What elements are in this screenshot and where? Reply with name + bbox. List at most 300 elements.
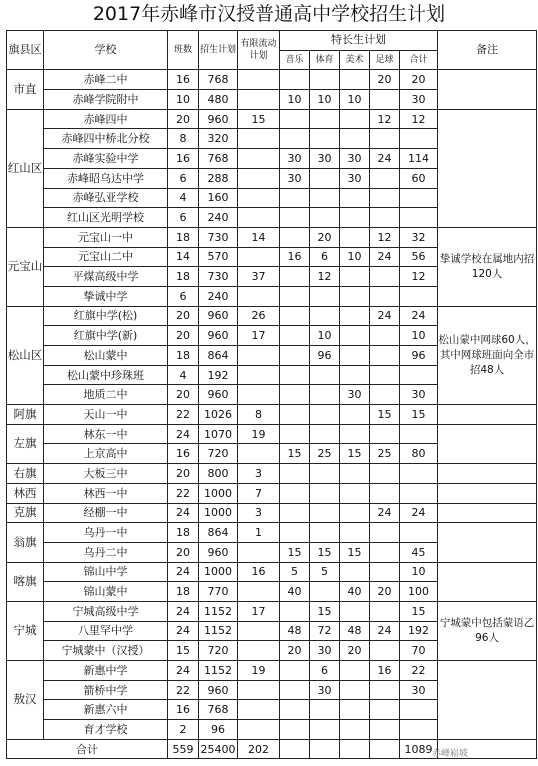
header-special: 特长生计划 [280,31,438,51]
football-cell [370,326,400,346]
art-cell [340,365,370,385]
county-cell: 敖汉 [7,661,44,740]
sports-cell [310,129,340,149]
classes-cell: 16 [168,70,199,90]
music-cell [280,385,310,405]
subtotal-cell: 30 [400,385,438,405]
classes-cell: 18 [168,267,199,287]
football-cell: 25 [370,444,400,464]
classes-cell: 24 [168,621,199,641]
total-enroll: 25400 [199,739,238,759]
art-cell: 30 [340,149,370,169]
note-cell [438,483,537,503]
subtotal-cell: 96 [400,346,438,366]
county-cell: 克旗 [7,503,44,523]
football-cell [370,346,400,366]
flow-cell [238,641,280,661]
flow-cell: 3 [238,464,280,484]
sports-cell [310,700,340,720]
football-cell [370,720,400,740]
sports-cell [310,306,340,326]
classes-cell: 18 [168,346,199,366]
school-cell: 赤峰昭乌达中学 [44,168,168,188]
art-cell [340,129,370,149]
music-cell [280,405,310,425]
music-cell [280,523,310,543]
total-sports [310,739,340,759]
enroll-cell: 770 [199,582,238,602]
total-subtotal: 1089 [400,739,438,759]
enroll-cell: 288 [199,168,238,188]
football-cell: 20 [370,70,400,90]
music-cell [280,483,310,503]
classes-cell: 24 [168,503,199,523]
county-cell: 左旗 [7,424,44,463]
flow-cell: 15 [238,109,280,129]
subtotal-cell: 24 [400,306,438,326]
football-cell [370,601,400,621]
football-cell [370,385,400,405]
header-art: 美术 [340,50,370,70]
school-cell: 赤峰学院附中 [44,90,168,110]
county-cell: 元宝山 [7,227,44,306]
note-cell [438,109,537,227]
classes-cell: 8 [168,129,199,149]
football-cell [370,129,400,149]
school-cell: 经棚一中 [44,503,168,523]
flow-cell [238,168,280,188]
subtotal-cell: 70 [400,641,438,661]
enroll-cell: 1000 [199,562,238,582]
subtotal-cell: 10 [400,562,438,582]
school-cell: 天山一中 [44,405,168,425]
classes-cell: 4 [168,188,199,208]
enroll-cell: 768 [199,149,238,169]
sports-cell [310,385,340,405]
flow-cell [238,90,280,110]
school-cell: 赤峰二中 [44,70,168,90]
football-cell [370,523,400,543]
note-cell [438,424,537,463]
subtotal-cell [400,188,438,208]
enroll-cell: 1070 [199,424,238,444]
sports-cell: 10 [310,326,340,346]
school-cell: 宁城高级中学 [44,601,168,621]
art-cell [340,109,370,129]
sports-cell: 6 [310,661,340,681]
classes-cell: 20 [168,326,199,346]
note-cell [438,405,537,425]
sports-cell: 30 [310,680,340,700]
music-cell [280,129,310,149]
school-cell: 平煤高级中学 [44,267,168,287]
school-cell: 松山蒙中珍珠班 [44,365,168,385]
note-cell [438,661,537,740]
art-cell [340,661,370,681]
football-cell: 24 [370,306,400,326]
art-cell [340,208,370,228]
football-cell [370,542,400,562]
flow-cell [238,70,280,90]
music-cell [280,227,310,247]
flow-cell: 8 [238,405,280,425]
art-cell: 48 [340,621,370,641]
flow-cell [238,247,280,267]
art-cell: 10 [340,247,370,267]
subtotal-cell [400,523,438,543]
music-cell: 5 [280,562,310,582]
music-cell [280,720,310,740]
art-cell: 15 [340,444,370,464]
art-cell [340,188,370,208]
county-cell: 市直 [7,70,44,109]
flow-cell: 17 [238,326,280,346]
art-cell [340,286,370,306]
subtotal-cell: 100 [400,582,438,602]
art-cell [340,503,370,523]
music-cell: 30 [280,168,310,188]
flow-cell: 19 [238,424,280,444]
watermark: 赤峰崧坡 [432,749,469,759]
note-cell [438,464,537,484]
flow-cell [238,700,280,720]
sports-cell [310,720,340,740]
subtotal-cell [400,424,438,444]
total-label: 合计 [7,739,168,759]
school-cell: 林西一中 [44,483,168,503]
school-cell: 赤峰四中 [44,109,168,129]
note-cell: 宁城蒙中包括蒙语乙96人 [438,601,537,660]
sports-cell: 12 [310,267,340,287]
flow-cell: 17 [238,601,280,621]
subtotal-cell [400,483,438,503]
header-football: 足球 [370,50,400,70]
football-cell [370,286,400,306]
school-cell: 赤峰弘亚学校 [44,188,168,208]
subtotal-cell [400,700,438,720]
sports-cell: 30 [310,149,340,169]
enroll-cell: 160 [199,188,238,208]
enroll-cell: 480 [199,90,238,110]
table-row [7,523,537,543]
enroll-cell: 720 [199,444,238,464]
flow-cell: 26 [238,306,280,326]
music-cell: 48 [280,621,310,641]
school-cell: 赤峰四中桥北分校 [44,129,168,149]
flow-cell: 7 [238,483,280,503]
music-cell: 40 [280,582,310,602]
flow-cell [238,680,280,700]
note-cell [438,70,537,109]
header-note: 备注 [438,31,537,70]
school-cell: 锦山中学 [44,562,168,582]
school-cell: 红旗中学(新) [44,326,168,346]
flow-cell [238,208,280,228]
classes-cell: 2 [168,720,199,740]
sports-cell: 5 [310,562,340,582]
sports-cell [310,405,340,425]
art-cell [340,346,370,366]
enroll-cell: 1000 [199,483,238,503]
school-cell: 红山区光明学校 [44,208,168,228]
table-body [7,70,537,759]
music-cell [280,188,310,208]
school-cell: 八里罕中学 [44,621,168,641]
sports-cell [310,286,340,306]
sports-cell [310,483,340,503]
school-cell: 红旗中学(松) [44,306,168,326]
classes-cell: 18 [168,523,199,543]
music-cell: 30 [280,149,310,169]
music-cell [280,661,310,681]
sports-cell [310,582,340,602]
classes-cell: 15 [168,641,199,661]
subtotal-cell: 45 [400,542,438,562]
classes-cell: 20 [168,542,199,562]
subtotal-cell [400,129,438,149]
school-cell: 乌丹一中 [44,523,168,543]
classes-cell: 18 [168,227,199,247]
sports-cell: 15 [310,601,340,621]
table-row [7,109,537,129]
sports-cell [310,464,340,484]
art-cell: 30 [340,385,370,405]
total-classes: 559 [168,739,199,759]
total-football [370,739,400,759]
flow-cell: 1 [238,523,280,543]
sports-cell [310,424,340,444]
football-cell [370,168,400,188]
school-cell: 赤峰实验中学 [44,149,168,169]
football-cell: 24 [370,247,400,267]
enrollment-plan-table [6,30,537,759]
art-cell: 40 [340,582,370,602]
enroll-cell: 768 [199,700,238,720]
enroll-cell: 96 [199,720,238,740]
school-cell: 新惠六中 [44,700,168,720]
classes-cell: 22 [168,680,199,700]
flow-cell [238,346,280,366]
music-cell [280,208,310,228]
school-cell: 箭桥中学 [44,680,168,700]
flow-cell: 14 [238,227,280,247]
art-cell: 20 [340,641,370,661]
classes-cell: 24 [168,562,199,582]
art-cell [340,601,370,621]
table-row [7,464,537,484]
subtotal-cell [400,365,438,385]
music-cell [280,680,310,700]
sports-cell [310,109,340,129]
art-cell [340,483,370,503]
music-cell [280,267,310,287]
football-cell [370,641,400,661]
enroll-cell: 960 [199,109,238,129]
music-cell [280,286,310,306]
classes-cell: 16 [168,700,199,720]
sports-cell: 25 [310,444,340,464]
table-row [7,601,537,621]
art-cell [340,227,370,247]
music-cell: 10 [280,90,310,110]
enroll-cell: 1152 [199,601,238,621]
flow-cell: 37 [238,267,280,287]
art-cell: 10 [340,90,370,110]
sports-cell [310,70,340,90]
football-cell: 24 [370,621,400,641]
subtotal-cell: 114 [400,149,438,169]
subtotal-cell: 56 [400,247,438,267]
sports-cell [310,365,340,385]
sports-cell [310,188,340,208]
art-cell [340,424,370,444]
music-cell: 15 [280,542,310,562]
enroll-cell: 720 [199,641,238,661]
note-cell [438,523,537,562]
table-row [7,562,537,582]
note-cell [438,503,537,523]
subtotal-cell: 30 [400,680,438,700]
county-cell: 喀旗 [7,562,44,601]
enroll-cell: 960 [199,326,238,346]
school-cell: 锦山蒙中 [44,582,168,602]
sports-cell: 30 [310,641,340,661]
note-cell [438,562,537,601]
subtotal-cell [400,464,438,484]
subtotal-cell: 32 [400,227,438,247]
flow-cell [238,621,280,641]
county-cell: 阿旗 [7,405,44,425]
header-music: 音乐 [280,50,310,70]
football-cell [370,700,400,720]
enroll-cell: 570 [199,247,238,267]
school-cell: 新惠中学 [44,661,168,681]
sports-cell: 6 [310,247,340,267]
school-cell: 挚诚中学 [44,286,168,306]
total-music [280,739,310,759]
school-cell: 元宝山一中 [44,227,168,247]
music-cell [280,346,310,366]
subtotal-cell: 80 [400,444,438,464]
enroll-cell: 192 [199,365,238,385]
classes-cell: 22 [168,405,199,425]
school-cell: 林东一中 [44,424,168,444]
school-cell: 宁城蒙中（汉授） [44,641,168,661]
school-cell: 松山蒙中 [44,346,168,366]
flow-cell [238,365,280,385]
art-cell [340,464,370,484]
classes-cell: 20 [168,306,199,326]
classes-cell: 24 [168,661,199,681]
total-flow: 202 [238,739,280,759]
classes-cell: 14 [168,247,199,267]
sports-cell: 15 [310,542,340,562]
art-cell [340,700,370,720]
header-subtotal: 合计 [400,50,438,70]
enroll-cell: 960 [199,680,238,700]
table-row [7,483,537,503]
music-cell [280,601,310,621]
school-cell: 乌丹二中 [44,542,168,562]
flow-cell [238,542,280,562]
football-cell: 16 [370,661,400,681]
art-cell [340,70,370,90]
subtotal-cell: 12 [400,267,438,287]
classes-cell: 20 [168,109,199,129]
art-cell [340,720,370,740]
enroll-cell: 1152 [199,621,238,641]
flow-cell [238,444,280,464]
football-cell [370,208,400,228]
county-cell: 松山区 [7,306,44,404]
classes-cell: 24 [168,424,199,444]
football-cell [370,267,400,287]
enroll-cell: 864 [199,523,238,543]
music-cell [280,464,310,484]
music-cell [280,326,310,346]
sports-cell: 96 [310,346,340,366]
county-cell: 右旗 [7,464,44,484]
enroll-cell: 320 [199,129,238,149]
art-cell [340,562,370,582]
football-cell [370,680,400,700]
subtotal-cell: 20 [400,70,438,90]
enroll-cell: 730 [199,267,238,287]
flow-cell [238,149,280,169]
enroll-cell: 1026 [199,405,238,425]
sports-cell: 10 [310,90,340,110]
county-cell: 红山区 [7,109,44,227]
table-row [7,306,537,326]
school-cell: 大板三中 [44,464,168,484]
enroll-cell: 1000 [199,503,238,523]
subtotal-cell: 60 [400,168,438,188]
flow-cell [238,286,280,306]
enroll-cell: 864 [199,346,238,366]
county-cell: 翁旗 [7,523,44,562]
school-cell: 上京高中 [44,444,168,464]
subtotal-cell: 30 [400,90,438,110]
art-cell [340,523,370,543]
music-cell: 15 [280,444,310,464]
subtotal-cell: 192 [400,621,438,641]
music-cell: 16 [280,247,310,267]
classes-cell: 24 [168,601,199,621]
note-cell: 松山蒙中网球60人，其中网球班面向全市招48人 [438,306,537,404]
classes-cell: 20 [168,385,199,405]
music-cell [280,306,310,326]
classes-cell: 18 [168,582,199,602]
classes-cell: 6 [168,208,199,228]
school-cell: 育才学校 [44,720,168,740]
flow-cell [238,385,280,405]
enroll-cell: 240 [199,208,238,228]
football-cell: 15 [370,405,400,425]
art-cell [340,680,370,700]
enroll-cell: 730 [199,227,238,247]
subtotal-cell: 22 [400,661,438,681]
football-cell: 12 [370,109,400,129]
header-sports: 体育 [310,50,340,70]
sports-cell [310,523,340,543]
art-cell [340,405,370,425]
school-cell: 地质二中 [44,385,168,405]
header-county: 旗县区 [7,31,44,70]
music-cell [280,424,310,444]
sports-cell [310,208,340,228]
flow-cell: 19 [238,661,280,681]
classes-cell: 10 [168,90,199,110]
